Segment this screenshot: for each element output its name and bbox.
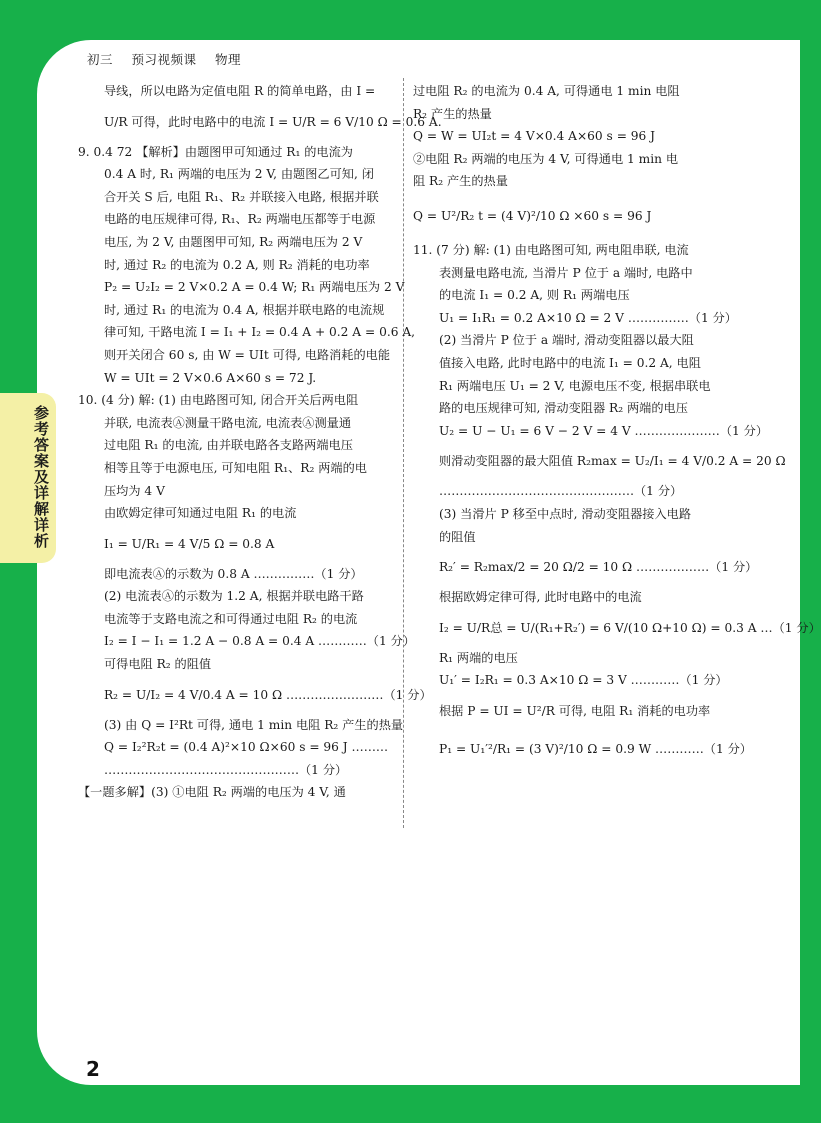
text-line: P₁ = U₁′²/R₁ = (3 V)²/10 Ω = 0.9 W …………（1 分） <box>439 741 752 756</box>
text-line: 导线，所以电路为定值电阻 R 的简单电路，由 I = <box>104 84 376 98</box>
right-column <box>413 80 821 768</box>
text-line: ②电阻 R₂ 两端的电压为 4 V, 可得通电 1 min 电 <box>413 151 679 166</box>
text-line: R₂ = U/I₂ = 4 V/0.4 A = 10 Ω ……………………（1 分） <box>104 687 432 702</box>
text-line: 可得电阻 R₂ 的阻值 <box>104 657 212 672</box>
text-line: I₁ = U/R₁ = 4 V/5 Ω = 0.8 A <box>104 536 275 551</box>
text-line: 电路的电压规律可得, R₁、R₂ 两端电压都等于电源 <box>104 212 376 227</box>
text-line: 由欧姆定律可知通过电阻 R₁ 的电流 <box>104 506 297 521</box>
text-line: 根据欧姆定律可得, 此时电路中的电流 <box>439 590 642 605</box>
text-line: (3) 当滑片 P 移至中点时, 滑动变阻器接入电路 <box>439 506 692 521</box>
text-line: 【一题多解】(3) ①电阻 R₂ 两端的电压为 4 V, 通 <box>78 785 346 800</box>
column-divider <box>403 78 404 828</box>
text-line: 表测量电路电流, 当滑片 P 位于 a 端时, 电路中 <box>439 265 693 280</box>
text-line: 压均为 4 V <box>104 483 165 498</box>
text-line: U₁ = I₁R₁ = 0.2 A×10 Ω = 2 V ……………（1 分） <box>439 310 737 325</box>
page-header <box>87 50 255 68</box>
text-line: 路的电压规律可知, 滑动变阻器 R₂ 两端的电压 <box>439 401 688 416</box>
text-line: W = UIt = 2 V×0.6 A×60 s = 72 J. <box>104 370 317 385</box>
text-line: 则滑动变阻器的最大阻值 R₂max = U₂/I₁ = 4 V/0.2 A = 20 Ω <box>439 454 786 469</box>
text-line: P₂ = U₂I₂ = 2 V×0.2 A = 0.4 W; R₁ 两端电压为 2 V <box>104 280 405 295</box>
text-line: 律可知, 干路电流 I = I₁ + I₂ = 0.4 A + 0.2 A = 0.6 A, <box>104 325 415 340</box>
text-line: 根据 P = UI = U²/R 可得, 电阻 R₁ 消耗的电功率 <box>439 703 711 718</box>
text-line: Q = W = UI₂t = 4 V×0.4 A×60 s = 96 J <box>413 129 656 144</box>
text-line: …………………………………………（1 分） <box>104 762 348 777</box>
text-line: Q = I₂²R₂t = (0.4 A)²×10 Ω×60 s = 96 J ……… <box>104 740 389 755</box>
text-line: 阻 R₂ 产生的热量 <box>413 174 508 189</box>
text-line: 时, 通过 R₂ 的电流为 0.2 A, 则 R₂ 消耗的电功率 <box>104 257 370 272</box>
text-line: 9. 0.4 72 【解析】由题图甲可知通过 R₁ 的电流为 <box>78 144 353 159</box>
text-line: …………………………………………（1 分） <box>439 484 683 499</box>
text-line: 即电流表Ⓐ的示数为 0.8 A ……………（1 分） <box>104 566 363 581</box>
text-line: 的电流 I₁ = 0.2 A, 则 R₁ 两端电压 <box>439 288 630 303</box>
text-line: 并联, 电流表Ⓐ测量干路电流, 电流表Ⓐ测量通 <box>104 415 352 430</box>
text-line: I₂ = U/R总 = U/(R₁+R₂′) = 6 V/(10 Ω+10 Ω) = 0.3 A …（1 分） <box>439 620 821 635</box>
text-line: (2) 当滑片 P 位于 a 端时, 滑动变阻器以最大阻 <box>439 333 694 348</box>
text-line: (2) 电流表Ⓐ的示数为 1.2 A, 根据并联电路干路 <box>104 589 364 604</box>
header-grade: 初三 <box>87 52 114 67</box>
text-line: 0.4 A 时, R₁ 两端的电压为 2 V, 由题图乙可知, 闭 <box>104 167 374 182</box>
text-line: 11. (7 分) 解: (1) 由电路图可知, 两电阻串联, 电流 <box>413 242 689 257</box>
text-line: U/R 可得，此时电路中的电流 I = U/R = 6 V/10 Ω = 0.6 A. <box>104 114 442 129</box>
text-line: 时, 通过 R₁ 的电流为 0.4 A, 根据并联电路的电流规 <box>104 302 385 317</box>
text-line: 则开关闭合 60 s, 由 W = UIt 可得, 电路消耗的电能 <box>104 347 391 362</box>
text-line: 过电阻 R₂ 的电流为 0.4 A, 可得通电 1 min 电阻 <box>413 84 680 98</box>
text-line: R₂ 产生的热量 <box>413 106 492 121</box>
text-line: 过电阻 R₁ 的电流, 由并联电路各支路两端电压 <box>104 438 353 453</box>
text-line: 值接入电路, 此时电路中的电流 I₁ = 0.2 A, 电阻 <box>439 355 701 370</box>
text-line: 合开关 S 后, 电阻 R₁、R₂ 并联接入电路, 根据并联 <box>104 189 379 204</box>
text-line: 相等且等于电源电压, 可知电阻 R₁、R₂ 两端的电 <box>104 460 367 475</box>
text-line: U₁′ = I₂R₁ = 0.3 A×10 Ω = 3 V …………（1 分） <box>439 673 728 688</box>
text-line: 电流等于支路电流之和可得通过电阻 R₂ 的电流 <box>104 611 358 626</box>
header-series: 预习视频课 <box>131 52 197 67</box>
page-number: 2 <box>86 1057 100 1081</box>
text-line: 的阻值 <box>439 529 476 544</box>
text-line: Q = U²/R₂ t = (4 V)²/10 Ω ×60 s = 96 J <box>413 208 652 223</box>
text-line: (3) 由 Q = I²Rt 可得, 通电 1 min 电阻 R₂ 产生的热量 <box>104 717 404 732</box>
top-border-band <box>0 0 800 40</box>
bottom-border-band <box>0 1085 800 1123</box>
text-line: U₂ = U − U₁ = 6 V − 2 V = 4 V …………………（1 分） <box>439 423 769 438</box>
side-tab-label: 参考答案及详解详析 <box>32 405 50 549</box>
text-line: I₂ = I − I₁ = 1.2 A − 0.8 A = 0.4 A …………（1 分） <box>104 634 416 649</box>
text-line: 电压, 为 2 V, 由题图甲可知, R₂ 两端电压为 2 V <box>104 234 363 249</box>
header-subject: 物理 <box>215 52 242 67</box>
text-line: 10. (4 分) 解: (1) 由电路图可知, 闭合开关后两电阻 <box>78 393 359 408</box>
text-line: R₁ 两端电压 U₁ = 2 V, 电源电压不变, 根据串联电 <box>439 378 711 393</box>
text-line: R₁ 两端的电压 <box>439 650 518 665</box>
text-line: R₂′ = R₂max/2 = 20 Ω/2 = 10 Ω ………………（1 分） <box>439 560 758 575</box>
left-column <box>78 80 442 804</box>
